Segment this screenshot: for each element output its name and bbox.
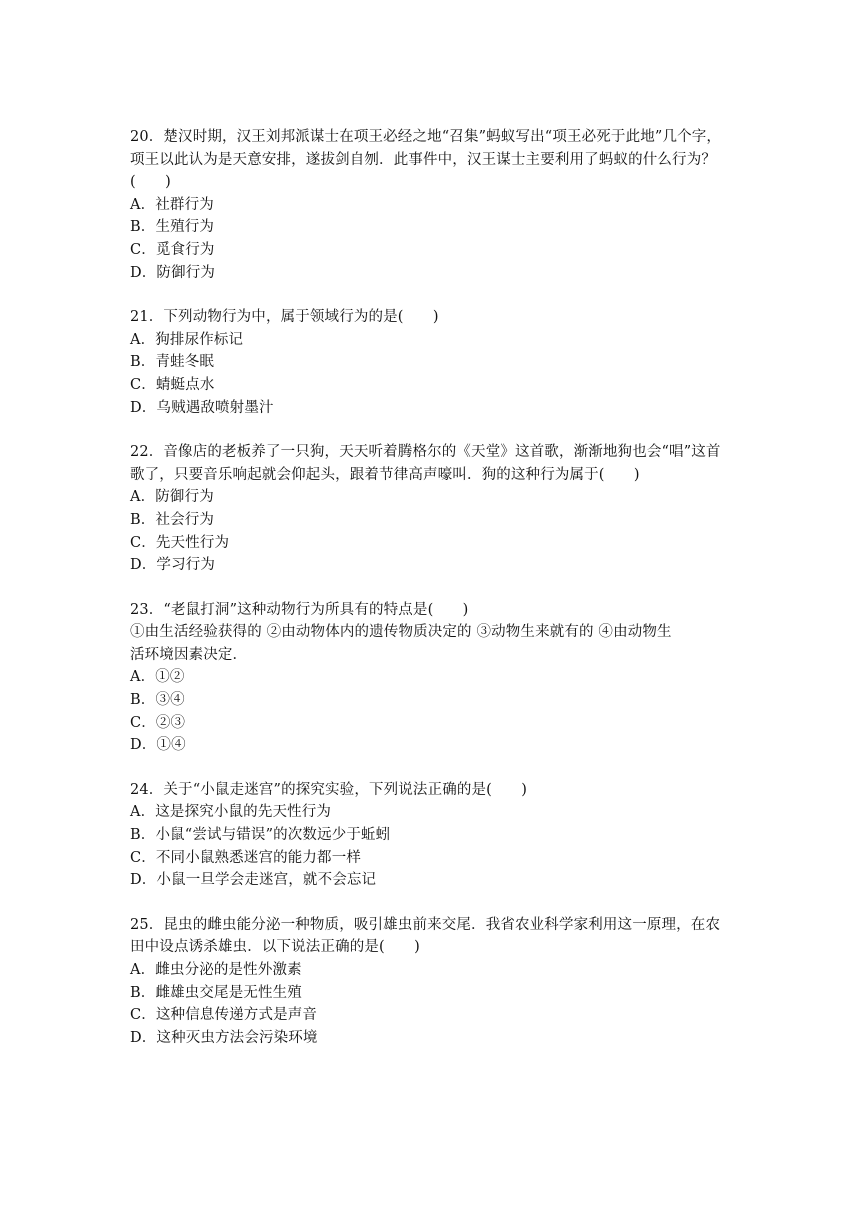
stem-line: 24．关于“小鼠走迷宫”的探究实验，下列说法正确的是( )	[130, 781, 528, 798]
option-c: C．先天性行为	[130, 534, 230, 551]
question-stem	[130, 914, 736, 959]
stem-line: ①由生活经验获得的 ②由动物体内的遗传物质决定的 ③动物生来就有的 ④由动物生	[130, 624, 672, 641]
option-d: D．学习行为	[130, 557, 216, 574]
option-d: D．小鼠一旦学会走迷宫，就不会忘记	[130, 872, 377, 889]
option-a: A．狗排尿作标记	[130, 331, 244, 348]
stem-line: 田中设点诱杀雄虫．以下说法正确的是( )	[130, 939, 420, 956]
option-c: C．这种信息传递方式是声音	[130, 1007, 318, 1024]
option-d: D．防御行为	[130, 264, 216, 281]
question-21	[130, 306, 736, 419]
question-24	[130, 779, 736, 892]
option-a: A．①②	[130, 669, 185, 686]
stem-line: ( )	[130, 174, 171, 191]
option-b: B．③④	[130, 692, 185, 709]
question-23	[130, 599, 736, 757]
stem-line: 活环境因素决定．	[130, 646, 248, 663]
option-d: D．①④	[130, 737, 186, 754]
option-a: A．防御行为	[130, 489, 214, 506]
stem-line: 项王以此认为是天意安排，遂拔剑自刎．此事件中，汉王谋士主要利用了蚂蚁的什么行为？	[130, 151, 716, 168]
stem-line: 歌了，只要音乐响起就会仰起头，跟着节律高声嚎叫．狗的这种行为属于( )	[130, 466, 640, 483]
option-c: C．觅食行为	[130, 241, 215, 258]
option-b: B．小鼠“尝试与错误”的次数远少于蚯蚓	[130, 827, 391, 844]
stem-line: 22．音像店的老板养了一只狗，天天听着腾格尔的《天堂》这首歌，渐渐地狗也会“唱”这首	[130, 444, 721, 461]
question-stem	[130, 599, 736, 667]
option-c: C．蜻蜓点水	[130, 376, 215, 393]
option-c: C．不同小鼠熟悉迷宫的能力都一样	[130, 849, 361, 866]
option-a: A．社群行为	[130, 196, 214, 213]
question-25	[130, 914, 736, 1050]
question-stem	[130, 779, 736, 802]
stem-line: 21．下列动物行为中，属于领域行为的是( )	[130, 309, 439, 326]
option-c: C．②③	[130, 714, 186, 731]
option-d: D．乌贼遇敌喷射墨汁	[130, 399, 274, 416]
stem-line: 25．昆虫的雌虫能分泌一种物质，吸引雄虫前来交尾．我省农业科学家利用这一原理，在农	[130, 916, 721, 933]
option-d: D．这种灭虫方法会污染环境	[130, 1029, 318, 1046]
stem-line: 20．楚汉时期，汉王刘邦派谋士在项王必经之地“召集”蚂蚁写出“项王必死于此地”几个字，	[130, 129, 722, 145]
option-b: B．生殖行为	[130, 219, 215, 236]
option-a: A．这是探究小鼠的先天性行为	[130, 804, 332, 821]
question-20	[130, 126, 736, 284]
option-b: B．社会行为	[130, 511, 215, 528]
option-a: A．雌虫分泌的是性外激素	[130, 962, 302, 978]
question-stem	[130, 441, 736, 486]
question-22	[130, 441, 736, 577]
stem-line: 23．“老鼠打洞”这种动物行为所具有的特点是( )	[130, 601, 469, 618]
exam-page	[130, 126, 736, 1071]
question-stem	[130, 126, 736, 194]
option-b: B．雌雄虫交尾是无性生殖	[130, 984, 302, 1001]
question-stem	[130, 306, 736, 329]
option-b: B．青蛙冬眠	[130, 354, 215, 371]
